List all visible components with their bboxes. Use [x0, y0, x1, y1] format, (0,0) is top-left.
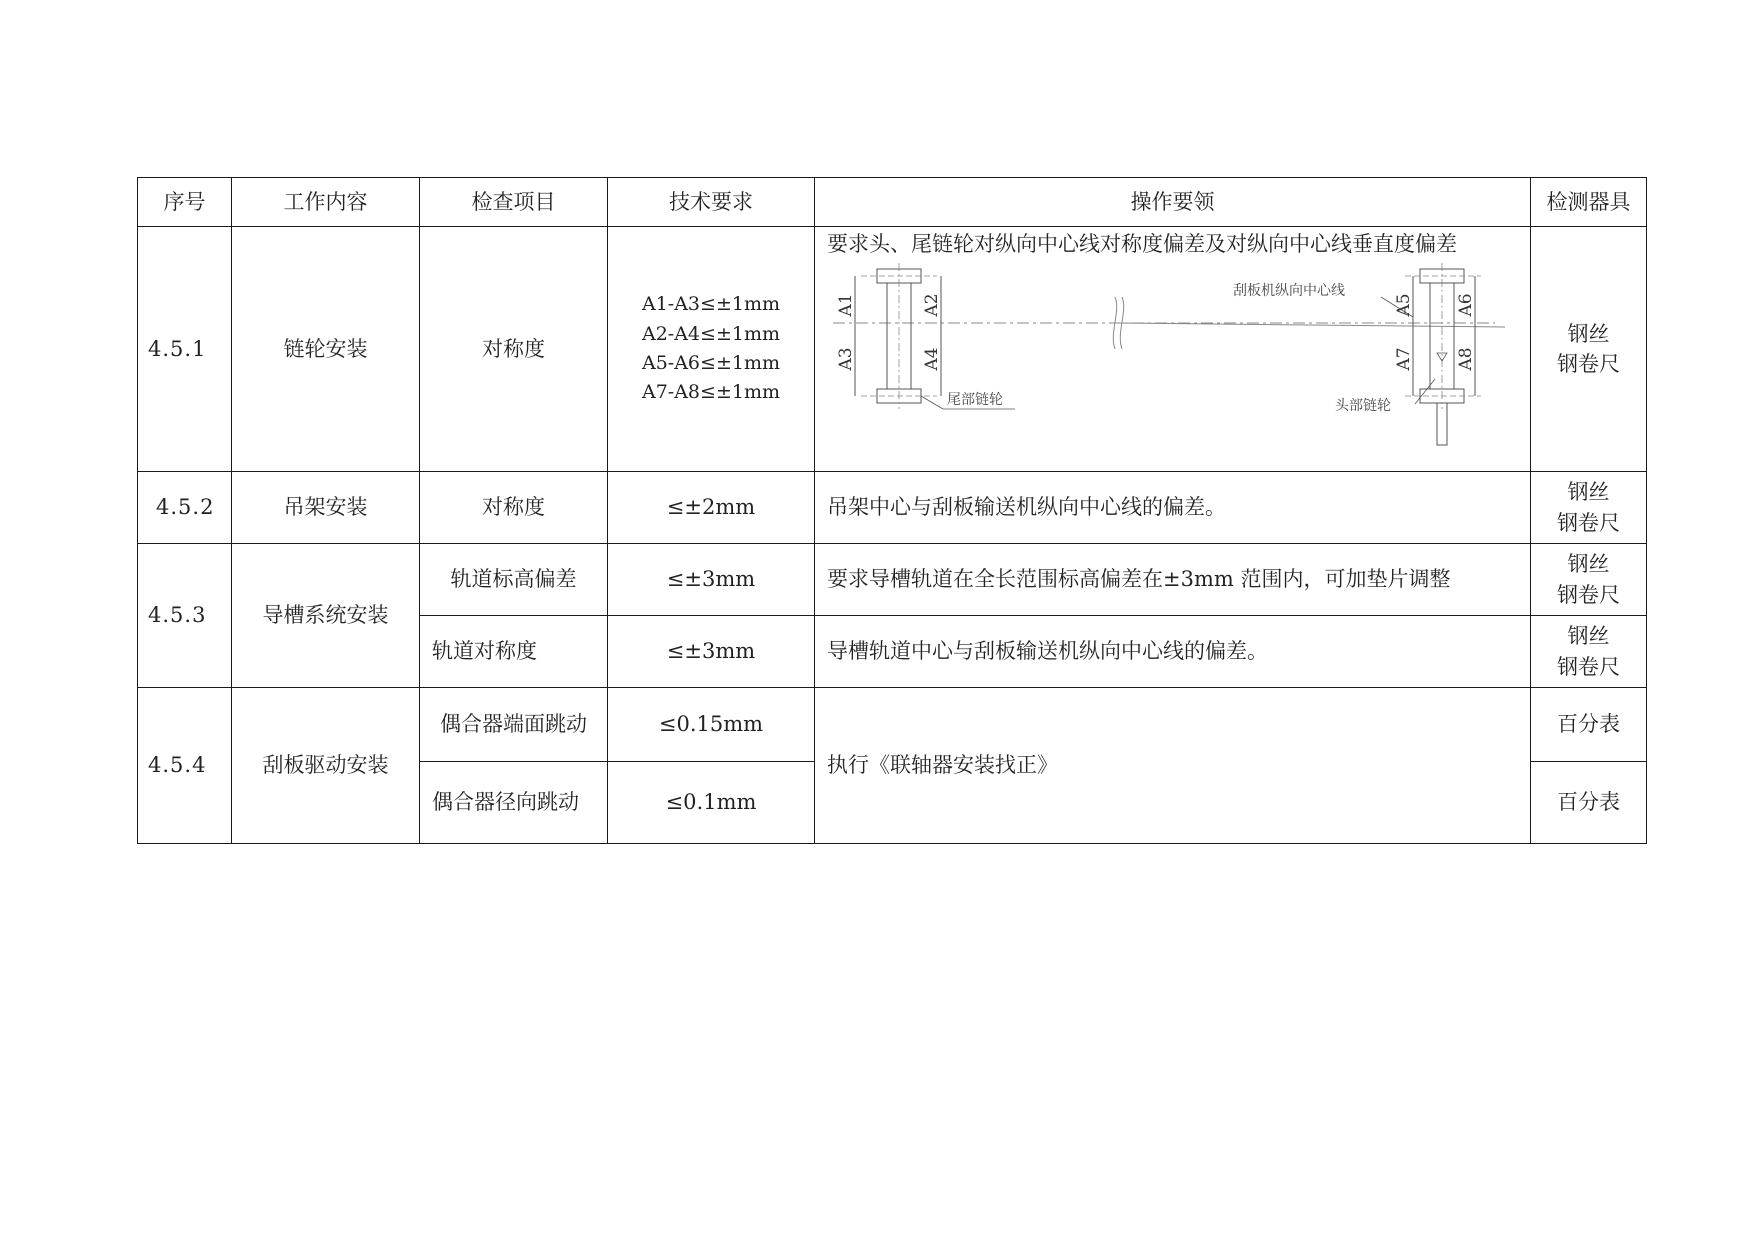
- tech-line: A7-A8≤±1mm: [641, 381, 780, 404]
- operation-text: 要求头、尾链轮对纵向中心线对称度偏差及对纵向中心线垂直度偏差: [827, 232, 1457, 256]
- row-number: 4.5.1: [138, 227, 232, 472]
- header-tech: 技术要求: [608, 178, 815, 227]
- tail-sprocket-label: 尾部链轮: [947, 392, 1003, 409]
- tool-line: 钢卷尺: [1557, 654, 1620, 679]
- row-number: 4.5.4: [138, 688, 232, 844]
- tool-cell: [1531, 227, 1647, 472]
- header-no: 序号: [138, 178, 232, 227]
- tech-requirement: ≤±3mm: [608, 616, 815, 688]
- header-row: [138, 178, 1647, 227]
- row-number: 4.5.3: [138, 544, 232, 688]
- table-row: [138, 544, 1647, 616]
- operation-notes: 导槽轨道中心与刮板输送机纵向中心线的偏差。: [815, 616, 1531, 688]
- tool-cell: [1531, 472, 1647, 544]
- table-row: [138, 472, 1647, 544]
- centerline-label: 刮板机纵向中心线: [1233, 283, 1345, 300]
- tool-line: 钢卷尺: [1557, 510, 1620, 535]
- label-a3: A3: [836, 347, 856, 371]
- tool-line: 钢卷尺: [1557, 582, 1620, 607]
- tech-requirement: ≤±3mm: [608, 544, 815, 616]
- label-a1: A1: [836, 293, 856, 317]
- tool-line: 钢丝: [1567, 480, 1610, 505]
- tech-line: A5-A6≤±1mm: [641, 352, 780, 374]
- label-a8: A8: [1456, 347, 1476, 371]
- row-number: 4.5.2: [138, 472, 232, 544]
- label-a5: A5: [1394, 293, 1414, 317]
- tech-line: A1-A3≤±1mm: [641, 293, 780, 316]
- label-a7: A7: [1394, 347, 1414, 371]
- tech-requirement: ≤0.1mm: [608, 762, 815, 844]
- tool-cell: [1531, 616, 1647, 688]
- check-item: 对称度: [420, 227, 608, 472]
- head-sprocket-label: 头部链轮: [1335, 398, 1391, 415]
- table-row: [138, 227, 1647, 472]
- tool-cell: 百分表: [1531, 688, 1647, 762]
- check-item: 轨道标高偏差: [420, 544, 608, 616]
- operation-notes: [815, 227, 1531, 472]
- check-item: 偶合器端面跳动: [420, 688, 608, 762]
- operation-notes: 要求导槽轨道在全长范围标高偏差在±3mm 范围内，可加垫片调整: [815, 544, 1531, 616]
- work-content: 导槽系统安装: [232, 544, 420, 688]
- tool-cell: [1531, 544, 1647, 616]
- label-a4: A4: [922, 347, 942, 371]
- work-content: 刮板驱动安装: [232, 688, 420, 844]
- tech-requirement: ≤±2mm: [608, 472, 815, 544]
- tool-line: 钢丝: [1567, 552, 1610, 577]
- tool-line: 钢卷尺: [1557, 352, 1620, 376]
- table-row: [138, 688, 1647, 762]
- operation-notes: 吊架中心与刮板输送机纵向中心线的偏差。: [815, 472, 1531, 544]
- sprocket-diagram: [815, 259, 1529, 449]
- header-item: 检查项目: [420, 178, 608, 227]
- tool-cell: 百分表: [1531, 762, 1647, 844]
- tool-line: 钢丝: [1567, 624, 1610, 649]
- tool-line: 钢丝: [1567, 321, 1610, 346]
- header-tool: 检测器具: [1531, 178, 1647, 227]
- label-a2: A2: [922, 293, 942, 317]
- tech-requirement: ≤0.15mm: [608, 688, 815, 762]
- header-ops: 操作要领: [815, 178, 1531, 227]
- tail-sprocket-icon: [855, 263, 1015, 409]
- check-item: 偶合器径向跳动: [420, 762, 608, 844]
- work-content: 链轮安装: [232, 227, 420, 472]
- work-content: 吊架安装: [232, 472, 420, 544]
- centerline-wire: [1115, 323, 1505, 327]
- header-work: 工作内容: [232, 178, 420, 227]
- inspection-table: [137, 177, 1647, 844]
- tech-line: A2-A4≤±1mm: [641, 322, 780, 345]
- operation-notes: 执行《联轴器安装找正》: [815, 688, 1531, 844]
- check-item: 轨道对称度: [420, 616, 608, 688]
- check-item: 对称度: [420, 472, 608, 544]
- tech-requirement: [608, 227, 815, 472]
- label-a6: A6: [1456, 293, 1476, 317]
